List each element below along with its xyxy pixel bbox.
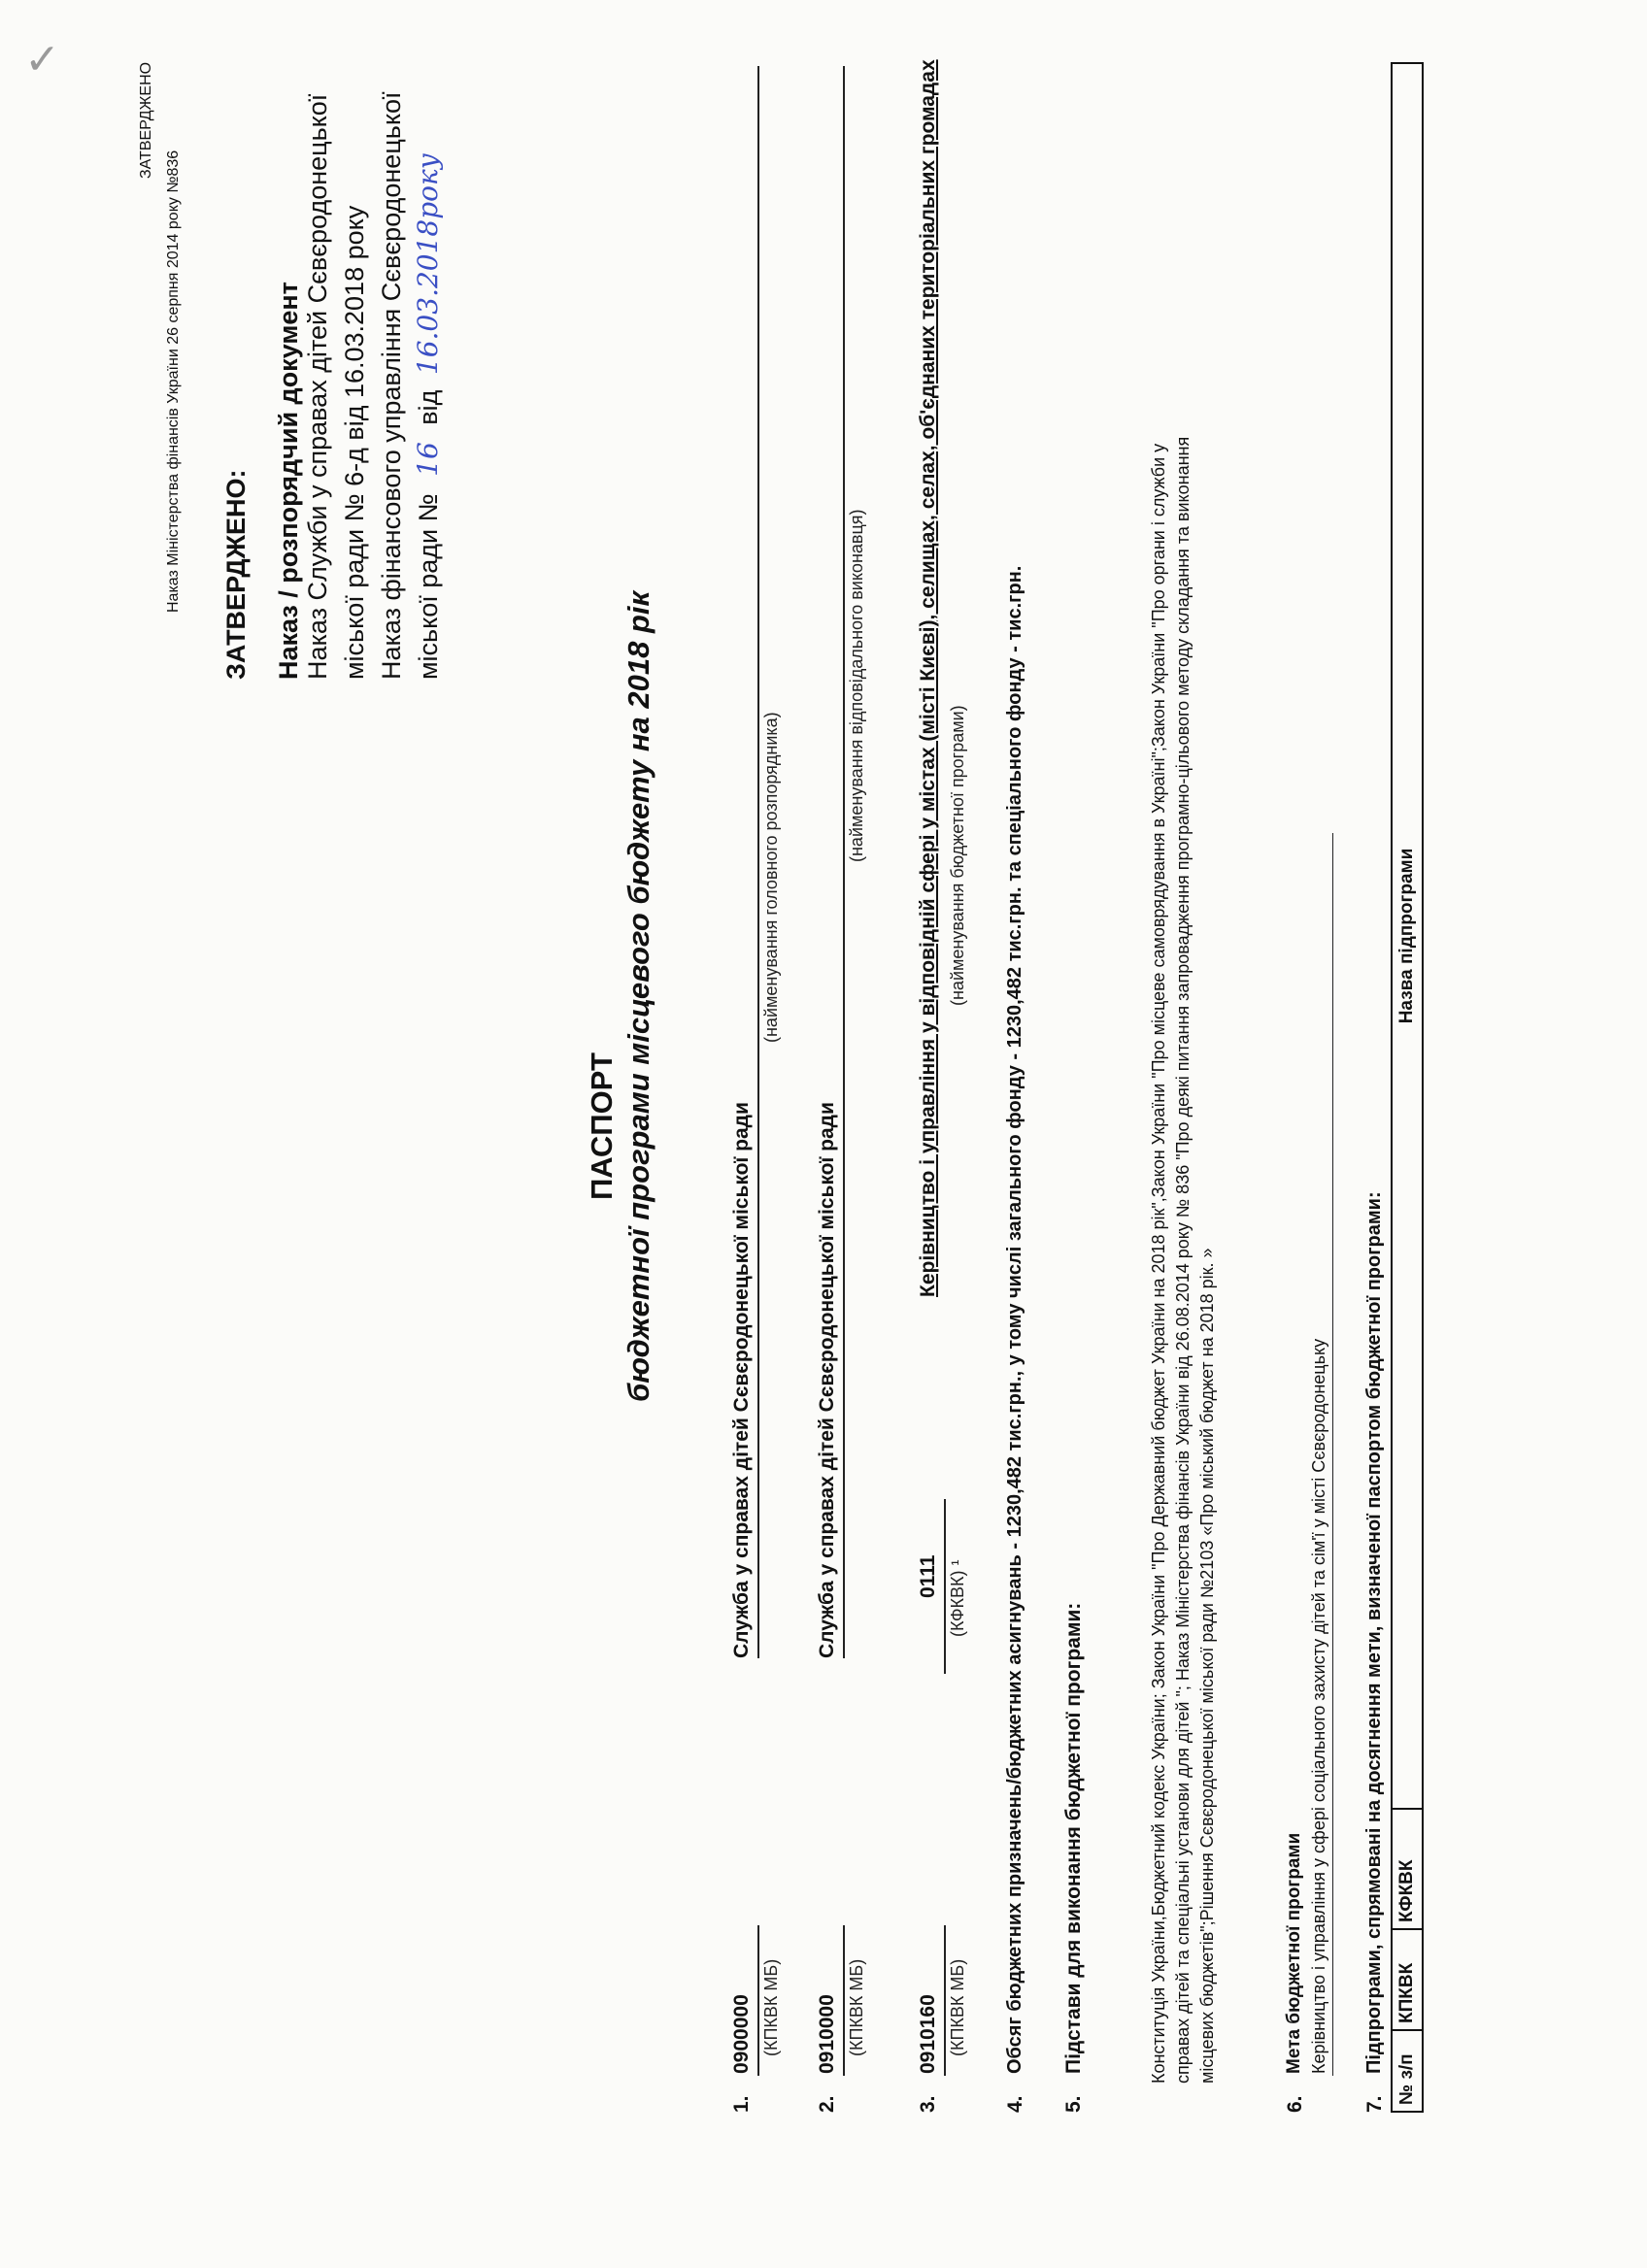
- approved-line-2: міської ради № 6-д від 16.03.2018 року: [340, 205, 369, 680]
- approval-note-text: Наказ Міністерства фінансів України 26 серпня 2014 року №836: [165, 150, 182, 613]
- section-2-code-caption: (КПКВК МБ): [847, 1958, 866, 2056]
- column-header-kfkvk: КФКВК: [1392, 1809, 1423, 1929]
- section-3-code-caption: (КПКВК МБ): [948, 1958, 967, 2056]
- section-2-code: 0910000: [816, 1994, 838, 2074]
- section-1-name-caption: (найменування головного розпорядника): [761, 712, 781, 1043]
- section-6-text: Керівництво і управління у сфері соціального захисту дітей та сім'ї у місті Сєвєродонецьку: [1309, 1338, 1328, 2074]
- section-5-paragraph-line-1: Конституція України,Бюджетний кодекс України; Закон України "Про Державний бюджет України на 2018 рік",Закон України "Про місцеве самоврядування в Україні";Закон України "Про органи і служби у: [1149, 443, 1168, 2084]
- approved-line-3: Наказ фінансового управління Сєвєродонецької: [377, 91, 406, 680]
- column-header-number: № з/п: [1392, 2030, 1423, 2112]
- section-6-heading: Мета бюджетної програми: [1284, 1832, 1304, 2074]
- section-3-fkvk: 0111: [917, 1554, 939, 1598]
- document-title: ПАСПОРТ: [585, 1052, 619, 1200]
- section-2-name: Служба у справах дітей Сєвєродонецької міської ради: [816, 1102, 838, 1658]
- section-3-code: 0910160: [917, 1994, 939, 2074]
- handwritten-order-date: 16.03.2018року: [412, 153, 444, 376]
- section-6-number: 6.: [1284, 2095, 1306, 2113]
- subprograms-table: [1391, 62, 1424, 2113]
- column-header-subprogram-name: Назва підпрограми: [1392, 63, 1423, 1809]
- section-3-name: Керівництво і управління у відповідній сфері у містах (місті Києві), селищах, селах, об'єднаних територіальних громадах: [917, 59, 939, 1297]
- section-7-number: 7.: [1363, 2095, 1386, 2113]
- section-5-number: 5.: [1062, 2095, 1085, 2113]
- approval-note-title: ЗАТВЕРДЖЕНО: [138, 61, 154, 179]
- section-1-number: 1.: [730, 2095, 753, 2113]
- handwritten-order-number: 16: [412, 442, 444, 477]
- approved-line-4-prefix: міської ради №: [414, 493, 443, 680]
- section-2-name-caption: (найменування відповідального виконавця): [847, 509, 866, 862]
- table-header-row: [1392, 63, 1423, 2112]
- section-2-name-underline: [843, 66, 845, 1658]
- section-5-paragraph-line-3: місцевих бюджетів";Рішення Сєвєродонецької міської ради №2103 «Про міський бюджет на 2018 рік. »: [1197, 1248, 1217, 2084]
- section-3-fkvk-caption: (КФКВК) ¹: [948, 1559, 967, 1637]
- section-3-name-caption: (найменування бюджетної програми): [948, 705, 967, 1006]
- section-6-underline: [1332, 833, 1333, 2076]
- section-2-code-underline: [843, 1925, 845, 2076]
- document-subtitle: бюджетної програми місцевого бюджету на 2018 рік: [622, 590, 655, 1402]
- section-1-code: 0900000: [730, 1994, 753, 2074]
- approved-line-1: Наказ Служби у справах дітей Сєвєродонецької: [303, 93, 332, 680]
- section-7-heading: Підпрограми, спрямовані на досягнення мети, визначеної паспортом бюджетної програми:: [1363, 1191, 1385, 2074]
- section-5-paragraph-line-2: справах дітей та спеціальні установи для дітей "; Наказ Міністерства фінансів України від 26.08.2014 року № 836 "Про деякі питання запровадження програмно-цільового методу складання та виконання: [1173, 436, 1193, 2084]
- section-1-name: Служба у справах дітей Сєвєродонецької міської ради: [730, 1102, 753, 1658]
- section-4-text: Обсяг бюджетних призначень/бюджетних асигнувань - 1230,482 тис.грн., у тому числі загального фонду - 1230,482 тис.грн. та спеціального фонду - тис.грн.: [1004, 565, 1025, 2074]
- section-3-code-underline: [944, 1925, 946, 2076]
- section-5-heading: Підстави для виконання бюджетної програми:: [1062, 1602, 1085, 2074]
- section-3-fkvk-underline: [944, 1499, 946, 1674]
- approved-subheading: Наказ / розпорядчий документ: [274, 282, 303, 680]
- checkmark-icon: ✓: [24, 36, 60, 84]
- section-4-number: 4.: [1004, 2095, 1026, 2113]
- approved-line-4: [412, 153, 444, 680]
- approved-line-4-from: від: [414, 389, 443, 425]
- section-1-code-underline: [757, 1925, 759, 2076]
- section-1-name-underline: [757, 66, 759, 1658]
- section-2-number: 2.: [816, 2095, 838, 2113]
- column-header-kpkvk: КПКВК: [1392, 1929, 1423, 2030]
- section-1-code-caption: (КПКВК МБ): [761, 1958, 781, 2056]
- section-3-number: 3.: [917, 2095, 939, 2113]
- approved-heading: ЗАТВЕРДЖЕНО:: [221, 469, 251, 680]
